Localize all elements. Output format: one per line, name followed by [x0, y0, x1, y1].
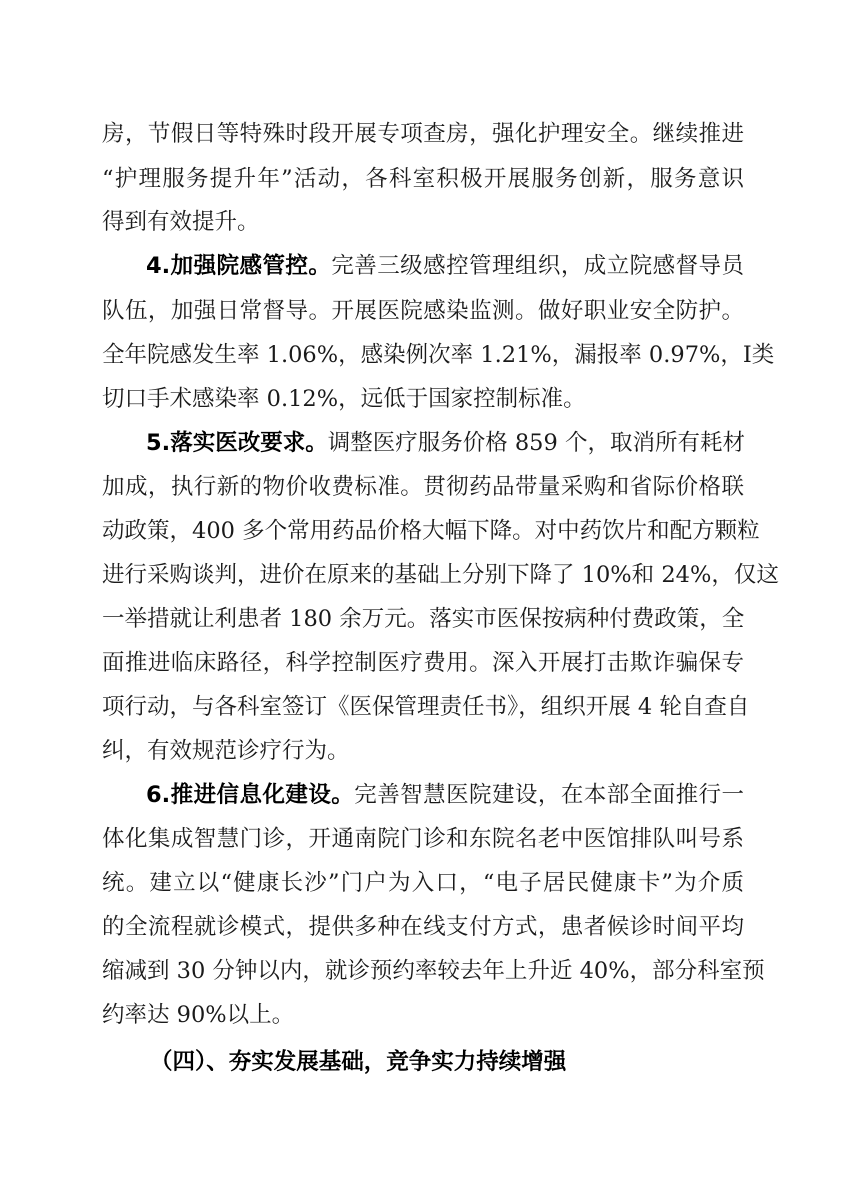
paragraph-line: 加成，执行新的物价收费标准。贯彻药品带量采购和省际价格联 [102, 474, 744, 500]
paragraph-line: 面推进临床路径，科学控制医疗费用。深入开展打击欺诈骗保专 [102, 650, 744, 676]
paragraph-line: 切口手术感染率 0.12%，远低于国家控制标准。 [102, 386, 586, 412]
section-6-first-line [146, 775, 744, 815]
paragraph-line: 约率达 90%以上。 [102, 1002, 295, 1028]
paragraph-line: 进行采购谈判，进价在原来的基础上分别下降了 10%和 24%，仅这 [102, 562, 779, 588]
paragraph-line: 一举措就让利患者 180 余万元。落实市医保按病种付费政策，全 [102, 606, 745, 632]
section-heading: （四）、夯实发展基础，竞争实力持续增强 [150, 1049, 567, 1075]
paragraph-line: 房，节假日等特殊时段开展专项查房，强化护理安全。继续推进 [102, 121, 744, 147]
section-5-first-line [146, 423, 744, 463]
section-4-title: 4.加强院感管控。 [146, 253, 332, 279]
section-6-title: 6.推进信息化建设。 [146, 782, 355, 808]
paragraph-line: 的全流程就诊模式，提供多种在线支付方式，患者候诊时间平均 [102, 914, 744, 940]
paragraph-line: 队伍，加强日常督导。开展医院感染监测。做好职业安全防护。 [102, 298, 744, 324]
section-5-title: 5.落实医改要求。 [146, 430, 328, 456]
section-4-text: 完善三级感控管理组织，成立院感督导员 [331, 253, 744, 279]
paragraph-line: 统。建立以“健康长沙”门户为入口，“电子居民健康卡”为介质 [102, 870, 744, 896]
paragraph-line: 体化集成智慧门诊，开通南院门诊和东院名老中医馆排队叫号系 [102, 826, 744, 852]
section-4-first-line [146, 246, 744, 286]
paragraph-line: 缩减到 30 分钟以内，就诊预约率较去年上升近 40%，部分科室预 [102, 958, 765, 984]
paragraph-line: 全年院感发生率 1.06%，感染例次率 1.21%，漏报率 0.97%，Ⅰ类 [102, 342, 775, 368]
section-5-text: 调整医疗服务价格 859 个，取消所有耗材 [327, 430, 745, 456]
section-6-text: 完善智慧医院建设，在本部全面推行一 [354, 782, 744, 808]
paragraph-line: “护理服务提升年”活动，各科室积极开展服务创新，服务意识 [102, 166, 744, 192]
paragraph-line: 动政策，400 多个常用药品价格大幅下降。对中药饮片和配方颗粒 [102, 518, 760, 544]
paragraph-line: 得到有效提升。 [102, 209, 260, 235]
paragraph-line: 项行动，与各科室签订《医保管理责任书》，组织开展 4 轮自查自 [102, 694, 750, 720]
paragraph-line: 纠，有效规范诊疗行为。 [102, 738, 350, 764]
